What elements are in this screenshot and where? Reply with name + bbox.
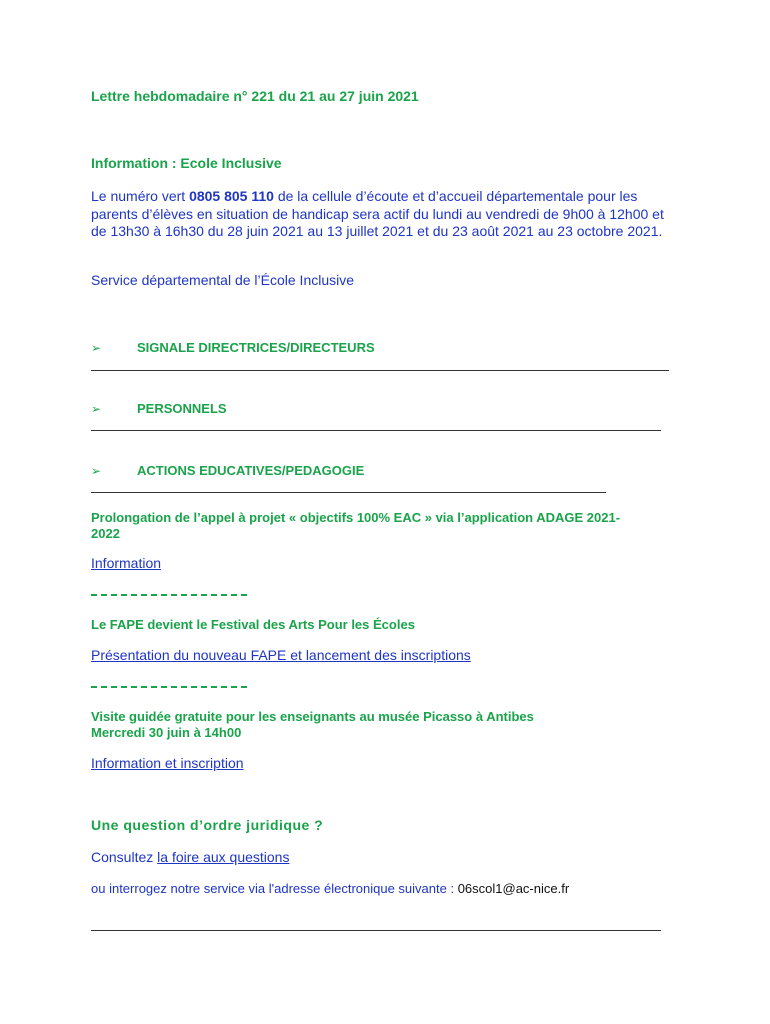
email-address[interactable]: 06scol1@ac-nice.fr: [457, 881, 570, 896]
adage-title-line2: 2022: [91, 526, 120, 541]
section-divider: [91, 492, 606, 493]
info-paragraph: [91, 188, 681, 241]
consult-prefix: Consultez: [91, 849, 158, 865]
info-heading: Information : Ecole Inclusive: [91, 155, 282, 171]
faq-link[interactable]: la foire aux questions: [157, 849, 290, 865]
arrow-bullet-icon: ➢: [91, 402, 102, 416]
adage-information-link[interactable]: Information: [91, 555, 162, 571]
dashed-separator: [91, 686, 247, 688]
dashed-separator: [91, 594, 247, 596]
section-signale: [91, 340, 101, 355]
fape-title: Le FAPE devient le Festival des Arts Pour les Écoles: [91, 617, 415, 632]
email-prefix: ou interrogez notre service via l'adresse électronique suivante :: [91, 881, 458, 896]
arrow-bullet-icon: ➢: [91, 341, 102, 355]
legal-email-line: [91, 881, 569, 896]
section-actions-label: ACTIONS EDUCATIVES/PEDAGOGIE: [137, 463, 365, 478]
legal-faq-line: [91, 849, 289, 865]
section-personnels: [91, 401, 101, 416]
section-divider: [91, 370, 669, 371]
newsletter-title: Lettre hebdomadaire n° 221 du 21 au 27 juin 2021: [91, 88, 419, 104]
section-divider: [91, 430, 661, 431]
section-signale-label: SIGNALE DIRECTRICES/DIRECTEURS: [137, 340, 375, 355]
picasso-title-line2: Mercredi 30 juin à 14h00: [91, 725, 242, 740]
footer-divider: [91, 930, 661, 931]
legal-heading: Une question d’ordre juridique ?: [91, 817, 324, 833]
section-actions: [91, 463, 101, 478]
phone-number: 0805 805 110: [189, 188, 274, 204]
picasso-inscription-link[interactable]: Information et inscription: [91, 755, 244, 771]
arrow-bullet-icon: ➢: [91, 464, 102, 478]
fape-presentation-link[interactable]: Présentation du nouveau FAPE et lancement des inscriptions: [91, 647, 471, 663]
adage-title-line1: Prolongation de l’appel à projet « objectifs 100% EAC » via l’application ADAGE 2021-: [91, 510, 621, 525]
section-personnels-label: PERSONNELS: [137, 401, 227, 416]
info-para-before: Le numéro vert: [91, 188, 190, 204]
service-signature: Service départemental de l’École Inclusive: [91, 272, 355, 288]
info-para-after: de la cellule d’écoute et d’accueil départementale pour les parents d’élèves en situation de handicap sera actif du lundi au vendredi de 9h00 à 12h00 et de 13h30 à 16h30 du 28 juin 2021 au 13 juillet 2021 et du 23 août 2021 au 23 octobre 2021.: [91, 188, 664, 240]
picasso-title-line1: Visite guidée gratuite pour les enseignants au musée Picasso à Antibes: [91, 709, 534, 724]
